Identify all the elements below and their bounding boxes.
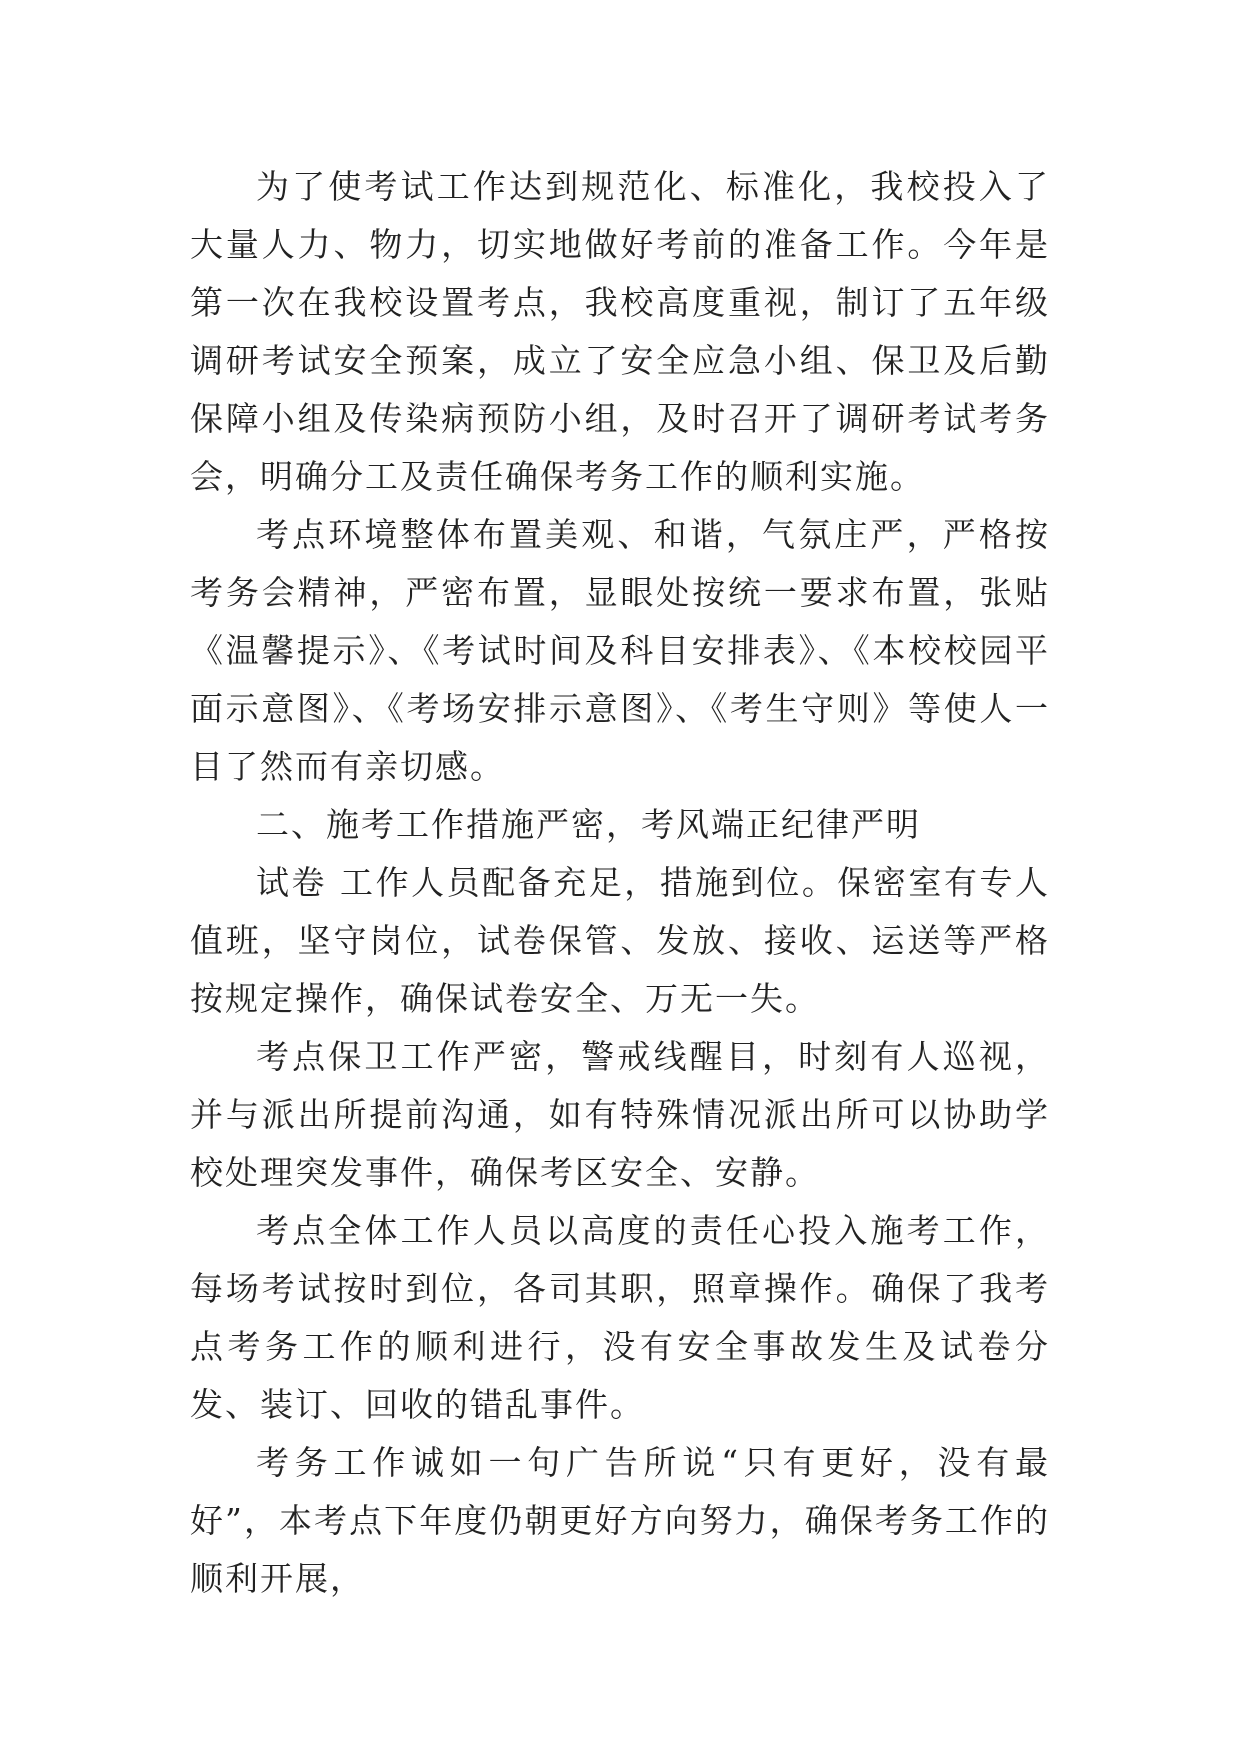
paragraph-preparation: 为了使考试工作达到规范化、标准化，我校投入了大量人力、物力，切实地做好考前的准备工作。今年是第一次在我校设置考点，我校高度重视，制订了五年级调研考试安全预案，成立了安全应急小组、保卫及后勤保障小组及传染病预防小组，及时召开了调研考试考务会，明确分工及责任确保考务工作的顺利实施。 (190, 167, 1050, 496)
paragraph-environment: 考点环境整体布置美观、和谐，气氛庄严，严格按考务会精神，严密布置，显眼处按统一要求布置，张贴《温馨提示》、《考试时间及科目安排表》、《本校校园平面示意图》、《考场安排示意图》、《考生守则》等使人一目了然而有亲切感。 (190, 515, 1050, 786)
paragraph-security: 考点保卫工作严密，警戒线醒目，时刻有人巡视，并与派出所提前沟通，如有特殊情况派出所可以协助学校处理突发事件，确保考区安全、安静。 (190, 1037, 1050, 1192)
paragraph-staff: 考点全体工作人员以高度的责任心投入施考工作，每场考试按时到位，各司其职，照章操作。确保了我考点考务工作的顺利进行，没有安全事故发生及试卷分发、装订、回收的错乱事件。 (190, 1211, 1050, 1424)
paragraph-exam-papers: 试卷 工作人员配备充足，措施到位。保密室有专人值班，坚守岗位，试卷保管、发放、接收、运送等严格按规定操作，确保试卷安全、万无一失。 (190, 863, 1050, 1018)
section-heading-two: 二、施考工作措施严密，考风端正纪律严明 (256, 805, 921, 844)
document-body (190, 158, 1050, 1608)
paragraph-conclusion: 考务工作诚如一句广告所说“只有更好，没有最好”，本考点下年度仍朝更好方向努力，确保考务工作的顺利开展， (190, 1443, 1050, 1598)
